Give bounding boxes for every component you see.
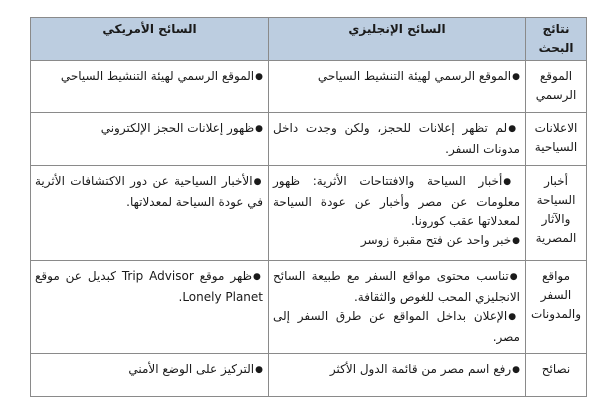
row-label: مواقع السفر والمدونات — [526, 261, 587, 354]
row-label: الموقع الرسمي — [526, 61, 587, 113]
bullet-item: ● تناسب محتوى مواقع السفر مع طبيعة السائح الانجليزي المحب للغوص والثقافة. — [273, 267, 520, 307]
header-english: السائح الإنجليزي — [269, 18, 526, 61]
row-label: نصائح — [526, 354, 587, 397]
american-cell — [31, 113, 269, 166]
bullet-item: ● الموقع الرسمي لهيئة التنشيط السياحي — [273, 67, 520, 88]
bullet-item: ● رفع اسم مصر من قائمة الدول الأكثر — [273, 360, 520, 381]
row-label: الاعلانات السياحية — [526, 113, 587, 166]
american-cell — [31, 261, 269, 354]
american-cell — [31, 166, 269, 261]
bullet-item: ● ظهور إعلانات الحجز الإلكتروني — [35, 119, 263, 140]
bullet-item: ● ظهر موقع Trip Advisor كبديل عن موقع Lonely Planet. — [35, 267, 263, 307]
american-cell — [31, 61, 269, 113]
bullet-item: ● خبر واحد عن فتح مقبرة زوسر — [273, 231, 520, 252]
table-row — [31, 113, 587, 166]
row-label: أخبار السياحة والآثار المصرية — [526, 166, 587, 261]
table-row — [31, 261, 587, 354]
english-cell — [269, 61, 526, 113]
header-american: السائح الأمريكي — [31, 18, 269, 61]
bullet-item: ● الإعلان بداخل المواقع عن طرق السفر إلى مصر. — [273, 307, 520, 347]
english-cell — [269, 113, 526, 166]
bullet-item: ● الأخبار السياحية عن دور الاكتشافات الأثرية في عودة السياحة لمعدلاتها. — [35, 172, 263, 212]
comparison-table — [30, 17, 587, 397]
table-row — [31, 166, 587, 261]
english-cell — [269, 354, 526, 397]
table-row — [31, 354, 587, 397]
american-cell — [31, 354, 269, 397]
english-cell — [269, 166, 526, 261]
bullet-item: ● الموقع الرسمي لهيئة التنشيط السياحي — [35, 67, 263, 88]
header-results: نتائج البحث — [526, 18, 587, 61]
bullet-item: ● أخبار السياحة والافتتاحات الأثرية: ظهور معلومات عن مصر وأخبار عن عودة السياحة لمعدلاتها عقب كورونا. — [273, 172, 520, 231]
english-cell — [269, 261, 526, 354]
bullet-item: ● التركيز على الوضع الأمني — [35, 360, 263, 381]
header-row — [31, 18, 587, 61]
bullet-item: ● لم تظهر إعلانات للحجز، ولكن وجدت داخل مدونات السفر. — [273, 119, 520, 159]
table-row — [31, 61, 587, 113]
